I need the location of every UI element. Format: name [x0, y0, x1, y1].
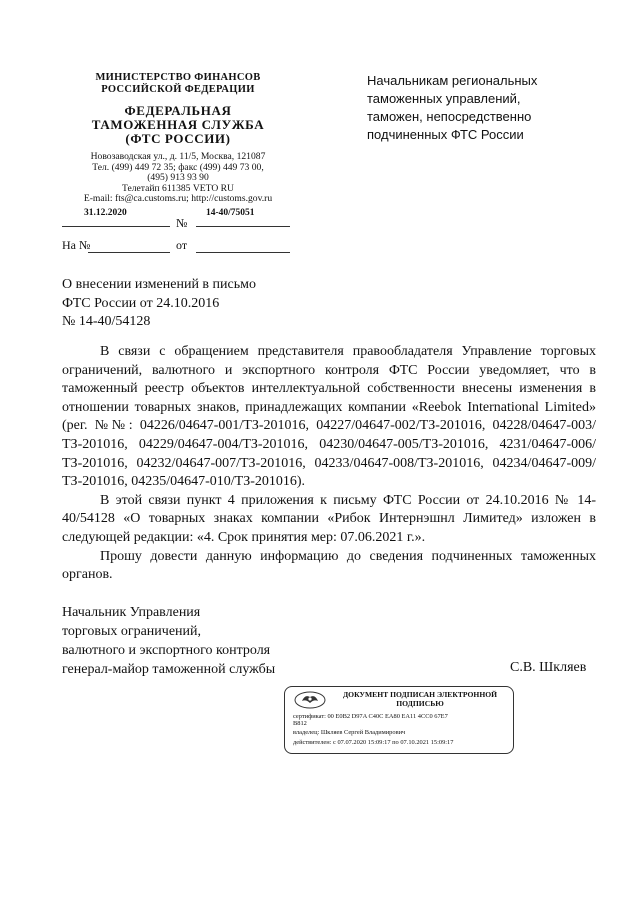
- from-label: от: [176, 238, 188, 252]
- ref-label: На №: [62, 238, 91, 252]
- recipient-line-1: Начальникам региональных: [367, 73, 538, 88]
- stamp-certificate-cont: B812: [293, 720, 307, 727]
- ref-underline: [88, 252, 170, 253]
- service-line-3: (ФТС РОССИИ): [125, 131, 231, 146]
- signatory-name: С.В. Шкляев: [510, 660, 587, 675]
- position-line-3: валютного и экспортного контроля: [62, 643, 271, 658]
- stamp-certificate: сертификат: 00 E0B2 D97A C40C EA80 EA11 4CC0 67E7: [293, 713, 448, 720]
- date-underline: [62, 226, 170, 227]
- e-signature-stamp: [284, 686, 514, 754]
- body-paragraph-1: В связи с обращением представителя правообладателя Управление торговых ограничений, валютного и экспортного контроля ФТС России уведомляет, что в таможенный реестр объектов интеллектуальной собственности внесены изменения в отношении товарных знаков, принадлежащих компании «Reebok International Limited» (рег. №№: 04226/04647-001/ТЗ-201016, 04227/04647-002/ТЗ-201016, 04228/04647-003/ТЗ-201016, 04229/04647-004/ТЗ-201016, 04230/04647-005/ТЗ-201016, 4231/04647-006/ТЗ-201016, 04232/04647-007/ТЗ-201016, 04233/04647-008/ТЗ-201016, 04234/04647-009/ТЗ-201016, 04235/04647-010/ТЗ-201016).: [62, 344, 596, 490]
- stamp-title-line-2: ПОДПИСЬЮ: [396, 698, 444, 708]
- subject-line-1: О внесении изменений в письмо: [62, 277, 256, 292]
- stamp-title: [335, 691, 505, 708]
- subject-line-3: № 14-40/54128: [62, 314, 151, 329]
- signatory-position: [62, 603, 275, 679]
- address-line-3: (495) 913 93 90: [147, 172, 209, 183]
- subject-block: [62, 276, 256, 332]
- registration-number: 14-40/75051: [206, 208, 255, 218]
- service-line-2: ТАМОЖЕННАЯ СЛУЖБА: [91, 117, 265, 132]
- ministry-line-1: МИНИСТЕРСТВО ФИНАНСОВ: [95, 72, 261, 83]
- eagle-emblem-icon: [293, 691, 327, 709]
- recipient-line-3: таможен, непосредственно: [367, 109, 532, 124]
- body-paragraph-2: В этой связи пункт 4 приложения к письму ФТС России от 24.10.2016 № 14-40/54128 «О товарных знаках компании «Рибок Интернэшнл Лимитед» изложен в следующей редакции: «4. Срок принятия мер: 07.06.2021 г.».: [62, 492, 596, 545]
- address-line-4: Телетайп 611385 VETO RU: [122, 182, 234, 194]
- position-line-2: торговых ограничений,: [62, 624, 202, 639]
- ministry-line-2: РОССИЙСКОЙ ФЕДЕРАЦИИ: [101, 84, 255, 95]
- number-sign: №: [176, 216, 188, 230]
- stamp-owner: владелец: Шкляев Сергей Владимирович: [293, 729, 406, 736]
- letter-body: [62, 343, 596, 585]
- recipient-line-4: подчиненных ФТС России: [367, 127, 524, 142]
- subject-line-2: ФТС России от 24.10.2016: [62, 295, 220, 311]
- registration-date: 31.12.2020: [84, 208, 127, 218]
- service-line-1: ФЕДЕРАЛЬНАЯ: [124, 103, 232, 118]
- position-line-1: Начальник Управления: [62, 605, 201, 620]
- address-line-2: Тел. (499) 449 72 35; факс (499) 449 73 00,: [92, 161, 264, 173]
- letterhead: [62, 72, 294, 205]
- address-line-5: E-mail: fts@ca.customs.ru; http://customs.gov.ru: [83, 193, 273, 204]
- recipient-line-2: таможенных управлений,: [367, 91, 521, 106]
- from-underline: [196, 252, 290, 253]
- position-line-4: генерал-майор таможенной службы: [62, 662, 276, 677]
- address-line-1: Новозаводская ул., д. 11/5, Москва, 121087: [90, 151, 266, 162]
- number-underline: [196, 226, 290, 227]
- recipient-block: [367, 72, 607, 144]
- stamp-validity: действителен: с 07.07.2020 15:09:17 по 07.10.2021 15:09:17: [293, 739, 454, 746]
- body-paragraph-3: Прошу довести данную информацию до сведения подчиненных таможенных органов.: [62, 548, 596, 583]
- stamp-title-line-1: ДОКУМЕНТ ПОДПИСАН ЭЛЕКТРОННОЙ: [342, 690, 498, 699]
